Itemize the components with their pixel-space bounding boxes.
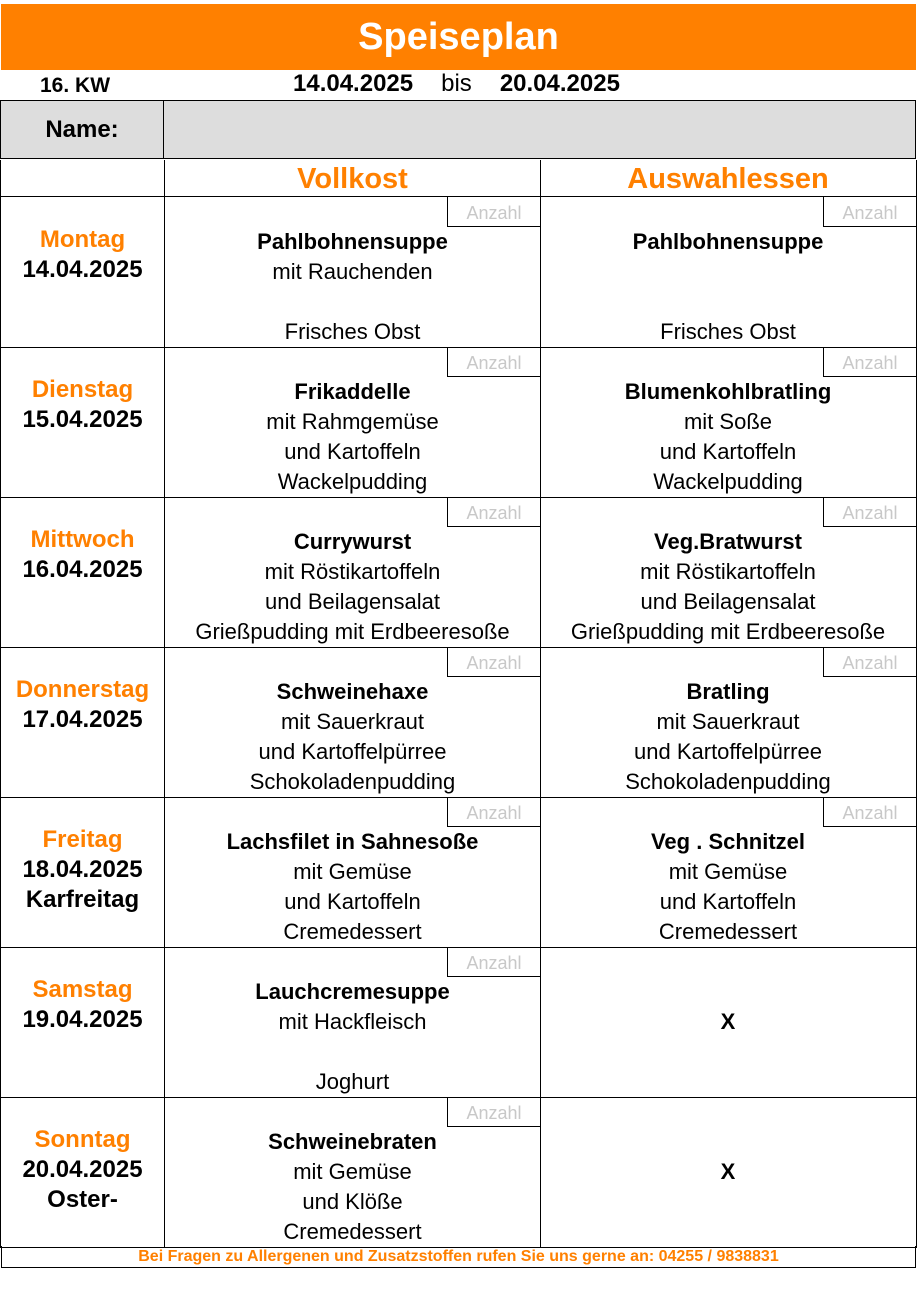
meal-line: mit Sauerkraut [280, 709, 425, 734]
meal-cell-vollkost [164, 497, 541, 648]
meal-line: mit Gemüse [293, 859, 412, 884]
meal-line: mit Soße [683, 409, 773, 434]
date-from: 14.04.2025 [293, 70, 414, 97]
meal-line: Wackelpudding [277, 469, 428, 494]
page-title: Speiseplan [1, 4, 916, 70]
meal-main-dish: Blumenkohlbratling [624, 379, 832, 404]
meal-line: und Kartoffelpürree [258, 739, 447, 764]
date-separator: bis [441, 70, 472, 97]
day-cell [0, 347, 165, 498]
meal-main-dish: Veg . Schnitzel [650, 829, 806, 854]
meal-line: und Kartoffeln [284, 889, 421, 914]
meal-line [165, 287, 540, 317]
day-date: 17.04.2025 [22, 706, 143, 733]
date-range [293, 70, 620, 98]
meal-line [540, 287, 916, 317]
meal-cell-auswahlessen [540, 347, 917, 498]
calendar-week: 16. KW [40, 74, 111, 97]
meal-cell-vollkost [164, 1097, 541, 1248]
meal-description [165, 1127, 540, 1247]
meal-line: mit Rahmgemüse [266, 409, 439, 434]
meal-line: Grießpudding mit Erdbeeresoße [570, 619, 886, 644]
meal-line: und Beilagensalat [265, 589, 440, 614]
meal-main-dish: Veg.Bratwurst [654, 529, 802, 554]
day-name: Freitag [42, 826, 123, 853]
meal-line: und Kartoffeln [659, 889, 797, 914]
meal-main-dish: Schweinehaxe [276, 679, 429, 704]
day-cell [0, 797, 165, 948]
meal-cell-vollkost [164, 347, 541, 498]
meal-line: mit Röstikartoffeln [264, 559, 441, 584]
day-cell [0, 1097, 165, 1248]
day-row [0, 797, 917, 948]
meal-description [165, 827, 540, 947]
anzahl-field[interactable]: Anzahl [447, 947, 540, 977]
meal-cell-vollkost [164, 947, 541, 1098]
anzahl-field[interactable]: Anzahl [447, 1097, 540, 1127]
anzahl-field[interactable]: Anzahl [823, 797, 916, 827]
meal-line: Cremedessert [283, 1219, 422, 1244]
anzahl-field[interactable]: Anzahl [447, 647, 540, 677]
day-row [0, 1097, 917, 1248]
anzahl-field[interactable]: Anzahl [823, 497, 916, 527]
day-name: Sonntag [34, 1126, 131, 1153]
name-label: Name: [0, 100, 164, 159]
day-note: Oster- [47, 1186, 118, 1213]
anzahl-field[interactable]: Anzahl [447, 497, 540, 527]
meal-main-dish: Bratling [686, 679, 770, 704]
meal-line: Wackelpudding [653, 469, 803, 494]
meal-description [165, 977, 540, 1097]
meal-description [165, 227, 540, 347]
meal-line: Schokoladenpudding [249, 769, 456, 794]
anzahl-field[interactable]: Anzahl [823, 197, 916, 227]
allergen-info-footer: Bei Fragen zu Allergenen und Zusatzstoffen rufen Sie uns gerne an: 04255 / 9838831 [1, 1246, 916, 1268]
header-blank-cell [0, 160, 165, 197]
day-name: Dienstag [31, 376, 134, 403]
column-header-auswahlessen: Auswahlessen [540, 160, 917, 197]
meal-line: Schokoladenpudding [625, 769, 831, 794]
meal-description [540, 827, 916, 947]
day-row [0, 197, 917, 348]
meal-line [165, 1037, 540, 1067]
meal-line: mit Sauerkraut [656, 709, 800, 734]
day-date: 15.04.2025 [22, 406, 143, 433]
meal-cell-vollkost [164, 197, 541, 348]
day-row [0, 647, 917, 798]
no-meal-mark: X [720, 1159, 736, 1184]
day-row [0, 347, 917, 498]
day-date: 19.04.2025 [22, 1006, 143, 1033]
meal-description [540, 677, 916, 797]
anzahl-field[interactable]: Anzahl [823, 347, 916, 377]
meal-cell-auswahlessen [540, 497, 917, 648]
meal-description [165, 677, 540, 797]
meal-line: mit Hackfleisch [278, 1009, 427, 1034]
meal-description [540, 527, 916, 647]
meal-line: und Beilagensalat [640, 589, 816, 614]
meal-cell-auswahlessen [540, 797, 917, 948]
column-header-vollkost: Vollkost [164, 160, 541, 197]
day-name: Samstag [32, 976, 133, 1003]
meal-line: Frisches Obst [660, 319, 796, 344]
meal-main-dish: Pahlbohnensuppe [257, 229, 448, 254]
meal-line [540, 257, 916, 287]
name-field[interactable] [164, 100, 916, 159]
meal-line: mit Röstikartoffeln [640, 559, 816, 584]
day-date: 18.04.2025 [22, 856, 143, 883]
meal-main-dish: Frikaddelle [294, 379, 411, 404]
meal-cell-vollkost [164, 797, 541, 948]
meal-cell-auswahlessen [540, 197, 917, 348]
day-cell [0, 947, 165, 1098]
day-note: Karfreitag [25, 886, 140, 913]
meal-line: Cremedessert [283, 919, 422, 944]
day-date: 14.04.2025 [22, 256, 143, 283]
day-name: Donnerstag [15, 676, 150, 703]
meal-description [165, 377, 540, 497]
meal-line: mit Rauchenden [272, 259, 433, 284]
day-name: Mittwoch [30, 526, 135, 553]
meal-line: Frisches Obst [284, 319, 421, 344]
meal-line: und Klöße [302, 1189, 403, 1214]
day-name: Montag [39, 226, 126, 253]
meal-main-dish: Pahlbohnensuppe [632, 229, 824, 254]
day-row [0, 497, 917, 648]
meal-cell-auswahlessen [540, 647, 917, 798]
meal-main-dish: Lachsfilet in Sahnesoße [226, 829, 479, 854]
day-row [0, 947, 917, 1098]
day-cell [0, 647, 165, 798]
anzahl-field[interactable]: Anzahl [447, 347, 540, 377]
day-date: 16.04.2025 [22, 556, 143, 583]
meal-description [540, 377, 916, 497]
meal-line: Joghurt [315, 1069, 390, 1094]
date-to: 20.04.2025 [499, 70, 620, 97]
meal-line: Cremedessert [658, 919, 798, 944]
meal-description [165, 527, 540, 647]
meal-main-dish: Schweinebraten [268, 1129, 437, 1154]
no-meal-mark: X [720, 1009, 736, 1034]
day-date: 20.04.2025 [22, 1156, 143, 1183]
anzahl-field[interactable]: Anzahl [823, 647, 916, 677]
meal-cell-auswahlessen [540, 1097, 917, 1248]
meal-line: mit Gemüse [668, 859, 788, 884]
day-cell [0, 497, 165, 648]
meal-cell-auswahlessen [540, 947, 917, 1098]
meal-main-dish: Lauchcremesuppe [255, 979, 450, 1004]
anzahl-field[interactable]: Anzahl [447, 797, 540, 827]
anzahl-field[interactable]: Anzahl [447, 197, 540, 227]
meal-line: und Kartoffeln [284, 439, 421, 464]
day-cell [0, 197, 165, 348]
meal-line: und Kartoffeln [659, 439, 797, 464]
meal-main-dish: Currywurst [293, 529, 412, 554]
meal-line: Grießpudding mit Erdbeeresoße [195, 619, 510, 644]
meal-line: und Kartoffelpürree [634, 739, 822, 764]
meal-description [540, 227, 916, 347]
meal-line: mit Gemüse [293, 1159, 412, 1184]
meal-cell-vollkost [164, 647, 541, 798]
